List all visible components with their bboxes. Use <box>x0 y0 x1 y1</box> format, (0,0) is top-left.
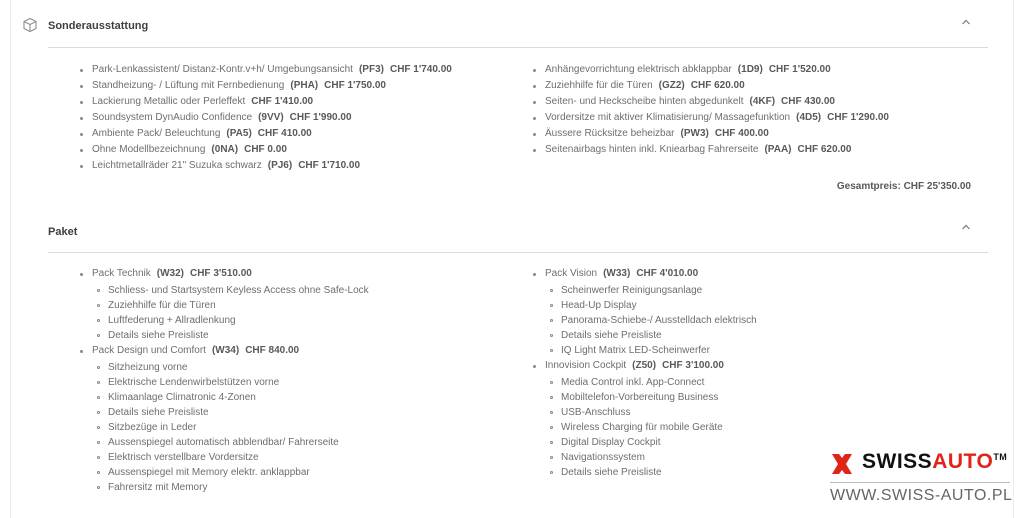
packages-list-left <box>78 266 518 495</box>
item-label: Pack Vision <box>545 268 598 279</box>
option-code: (W32) <box>156 268 184 279</box>
option-price: CHF 430.00 <box>781 96 835 107</box>
option-price: CHF 1'990.00 <box>289 112 352 123</box>
package-feature: Aussenspiegel automatisch abblendbar/ Fahrerseite <box>78 435 518 450</box>
option-price: CHF 1'410.00 <box>251 96 314 107</box>
option-code: (PHA) <box>290 80 319 91</box>
package-feature: Sitzheizung vorne <box>78 360 518 375</box>
option-item <box>531 62 971 78</box>
option-price: CHF 410.00 <box>257 128 312 139</box>
item-label: Ohne Modellbezeichnung <box>92 144 206 155</box>
package-feature: Klimaanlage Climatronic 4-Zonen <box>78 390 518 405</box>
option-code: (1D9) <box>737 64 763 75</box>
option-code: (PAA) <box>764 144 792 155</box>
package-feature: Scheinwerfer Reinigungsanlage <box>531 283 971 298</box>
package-feature: Head-Up Display <box>531 298 971 313</box>
option-code: (PA5) <box>226 128 252 139</box>
item-label: Standheizung- / Lüftung mit Fernbedienung <box>92 80 285 91</box>
item-label: Anhängevorrichtung elektrisch abklappbar <box>545 64 732 75</box>
package-item <box>531 358 971 375</box>
item-label: Innovision Cockpit <box>545 360 627 371</box>
package-feature: Details siehe Preisliste <box>78 328 518 343</box>
option-code: (PJ6) <box>267 160 293 171</box>
package-feature: Navigationssystem <box>531 450 971 465</box>
section-header-sonderausstattung[interactable] <box>48 0 988 48</box>
option-price: CHF 620.00 <box>797 144 852 155</box>
package-feature: Schliess- und Startsystem Keyless Access ohne Safe-Lock <box>78 283 518 298</box>
option-code: (Z50) <box>632 360 657 371</box>
option-price: CHF 1'750.00 <box>324 80 386 91</box>
option-price: CHF 1'290.00 <box>827 112 889 123</box>
package-feature: Media Control inkl. App-Connect <box>531 375 971 390</box>
package-feature: Aussenspiegel mit Memory elektr. anklappbar <box>78 465 518 480</box>
package-feature: Luftfederung + Allradlenkung <box>78 313 518 328</box>
package-feature: Fahrersitz mit Memory <box>78 480 518 495</box>
item-label: Soundsystem DynAudio Confidence <box>92 112 253 123</box>
option-code: (GZ2) <box>658 80 685 91</box>
option-price: CHF 400.00 <box>714 128 769 139</box>
package-feature: Details siehe Preisliste <box>531 465 971 480</box>
chevron-up-icon[interactable] <box>960 16 972 28</box>
item-label: Lackierung Metallic oder Perleffekt <box>92 96 246 107</box>
item-label: Seitenairbags hinten inkl. Kniearbag Fahrerseite <box>545 144 759 155</box>
option-price: CHF 3'510.00 <box>189 268 252 279</box>
item-label: Ambiente Pack/ Beleuchtung <box>92 128 221 139</box>
package-feature: Sitzbezüge in Leder <box>78 420 518 435</box>
option-code: (0NA) <box>211 144 239 155</box>
item-label: Seiten- und Heckscheibe hinten abgedunkelt <box>545 96 744 107</box>
package-feature: Elektrische Lendenwirbelstützen vorne <box>78 375 518 390</box>
total-price: Gesamtpreis: CHF 25'350.00 <box>836 181 971 192</box>
option-code: (W34) <box>211 345 240 356</box>
package-feature: Zuziehhilfe für die Türen <box>78 298 518 313</box>
option-price: CHF 620.00 <box>690 80 745 91</box>
item-label: Vordersitze mit aktiver Klimatisierung/ Massagefunktion <box>545 112 791 123</box>
option-item <box>78 158 518 174</box>
option-item <box>531 142 971 158</box>
option-code: (PW3) <box>680 128 709 139</box>
section-title: Sonderausstattung <box>48 20 149 32</box>
logo-trademark: TM <box>993 452 1008 462</box>
option-price: CHF 840.00 <box>245 345 300 356</box>
option-price: CHF 1'710.00 <box>298 160 361 171</box>
package-item <box>78 266 518 283</box>
option-price: CHF 0.00 <box>244 144 287 155</box>
logo-url: WWW.SWISS-AUTO.PL <box>830 487 1013 504</box>
logo-wordmark-auto: AUTO <box>932 450 994 473</box>
section-header-paket[interactable] <box>48 205 988 253</box>
option-item <box>78 94 518 110</box>
package-feature: Mobiltelefon-Vorbereitung Business <box>531 390 971 405</box>
package-feature: Digital Display Cockpit <box>531 435 971 450</box>
package-item <box>531 266 971 283</box>
logo-wordmark <box>862 450 1007 474</box>
item-label: Äussere Rücksitze beheizbar <box>545 128 675 139</box>
option-item <box>531 78 971 94</box>
option-item <box>78 126 518 142</box>
option-price: CHF 4'010.00 <box>636 268 699 279</box>
option-item <box>78 142 518 158</box>
option-price: CHF 3'100.00 <box>662 360 724 371</box>
option-code: (PF3) <box>358 64 384 75</box>
option-price: CHF 1'520.00 <box>768 64 831 75</box>
package-feature: Elektrisch verstellbare Vordersitze <box>78 450 518 465</box>
package-feature: Details siehe Preisliste <box>531 328 971 343</box>
logo-wordmark-swiss: SWISS <box>862 450 933 473</box>
swiss-cross-icon <box>830 452 854 476</box>
section-title: Paket <box>48 226 78 238</box>
option-item <box>78 110 518 126</box>
option-code: (4D5) <box>796 112 822 123</box>
option-price: CHF 1'740.00 <box>389 64 452 75</box>
package-feature: USB-Anschluss <box>531 405 971 420</box>
package-item <box>78 343 518 360</box>
option-item <box>78 62 518 78</box>
option-item <box>78 78 518 94</box>
item-label: Leichtmetallräder 21" Suzuka schwarz <box>92 160 262 171</box>
item-label: Park-Lenkassistent/ Distanz-Kontr.v+h/ Umgebungsansicht <box>92 64 353 75</box>
item-label: Zuziehhilfe für die Türen <box>545 80 653 91</box>
package-feature: Panorama-Schiebe-/ Ausstelldach elektrisch <box>531 313 971 328</box>
package-feature: IQ Light Matrix LED-Scheinwerfer <box>531 343 971 358</box>
option-code: (4KF) <box>749 96 776 107</box>
chevron-up-icon[interactable] <box>960 221 972 233</box>
option-item <box>531 94 971 110</box>
cube-icon <box>22 17 38 33</box>
option-code: (9VV) <box>258 112 284 123</box>
package-feature: Details siehe Preisliste <box>78 405 518 420</box>
option-item <box>531 110 971 126</box>
item-label: Pack Design und Comfort <box>92 345 206 356</box>
divider <box>830 482 1010 483</box>
swiss-auto-logo <box>830 448 1020 512</box>
item-label: Pack Technik <box>92 268 151 279</box>
option-item <box>531 126 971 142</box>
option-code: (W33) <box>603 268 631 279</box>
options-list-right <box>531 62 971 158</box>
package-feature: Wireless Charging für mobile Geräte <box>531 420 971 435</box>
options-list-left <box>78 62 518 174</box>
